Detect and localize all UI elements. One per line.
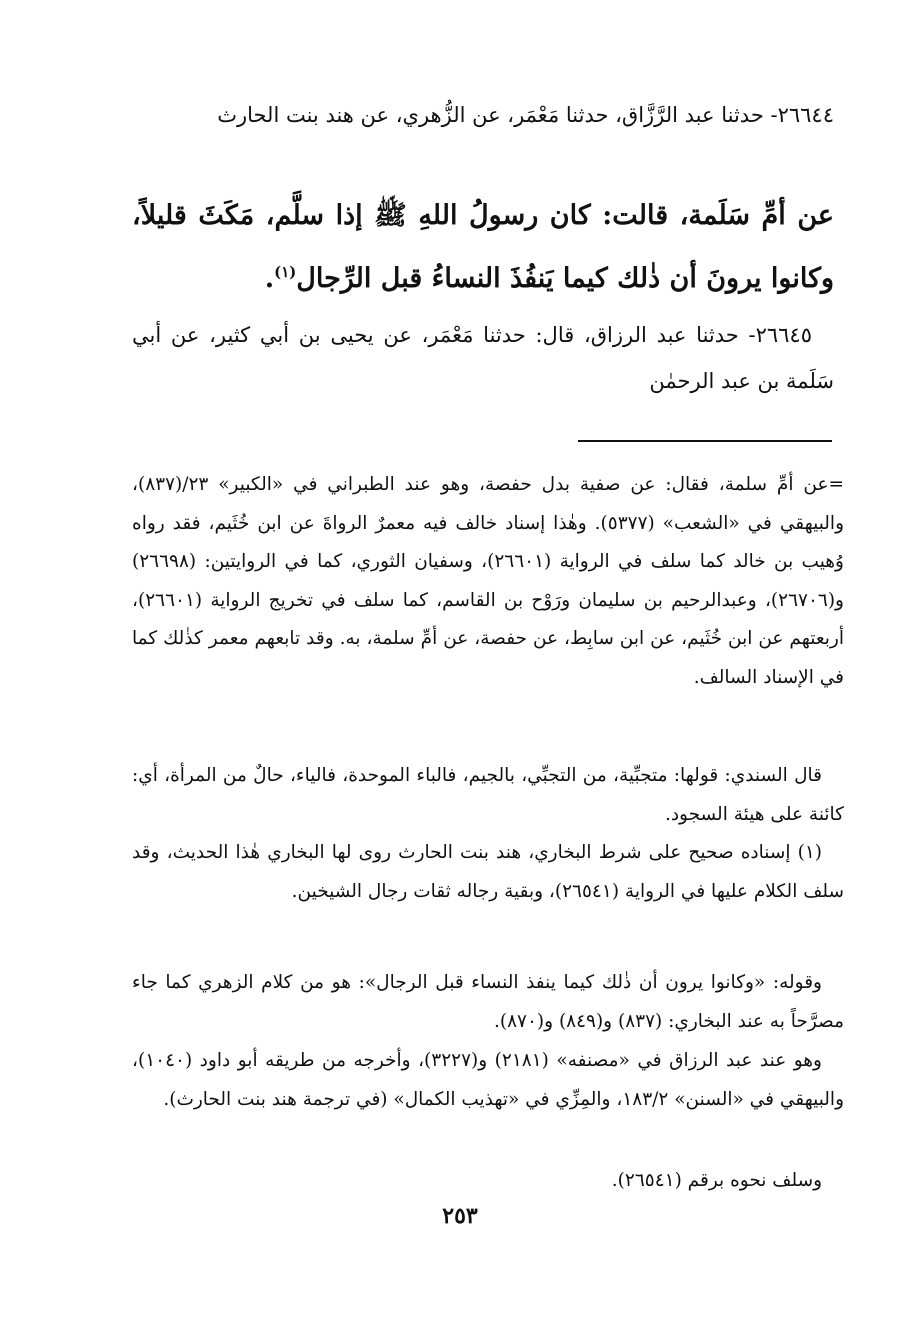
footnote-separator — [578, 440, 832, 442]
footnote-1-quote: وقوله: «وكانوا يرون أن ذٰلك كيما ينفذ النساء قبل الرجال»: هو من كلام الزهري كما جاء مصرَّحاً به عند البخاري: (٨٣٧) و(٨٤٩) و(٨٧٠). — [132, 972, 844, 1032]
hadith-26644-matn-text: عن أمِّ سَلَمة، قالت: كان رسولُ اللهِ ﷺ إذا سلَّم، مَكَثَ قليلاً، وكانوا يرونَ أن ذٰلك كيما يَنفُذَ النساءُ قبل الرِّجال — [132, 200, 834, 294]
hadith-26644-matn: عن أمِّ سَلَمة، قالت: كان رسولُ اللهِ ﷺ إذا سلَّم، مَكَثَ قليلاً، وكانوا يرونَ أن ذٰلك كيما يَنفُذَ النساءُ قبل الرِّجال$^{(١)}$. — [132, 200, 834, 294]
footnote-1: (١) إسناده صحيح على شرط البخاري، هند بنت الحارث روى لها البخاري هٰذا الحديث، وقد سلف الكلام عليها في الرواية (٢٦٥٤١)، وبقية رجاله ثقات رجال الشيخين. — [132, 842, 844, 902]
hadith-26645-isnad: ٢٦٦٤٥- حدثنا عبد الرزاق، قال: حدثنا مَعْمَر، عن يحيى بن أبي كثير، عن أبي سَلَمة بن عبد الرحمٰن — [132, 323, 834, 393]
footnote-1-sources: وهو عند عبد الرزاق في «مصنفه» (٢١٨١) و(٣٢٢٧)، وأخرجه من طريقه أبو داود (١٠٤٠)، والبيهقي في «السنن» ١٨٣/٢، والمِزِّي في «تهذيب الكمال» (في ترجمة هند بنت الحارث). — [132, 1050, 844, 1110]
footnote-marker-1: (١) — [274, 263, 297, 281]
footnote-1-crossref: وسلف نحوه برقم (٢٦٥٤١). — [611, 1170, 822, 1191]
footnote-sindi-note: قال السندي: قولها: متجبِّية، من التجبِّي، بالجيم، فالباء الموحدة، فالياء، حالٌ من المرأة، أي: كائنة على هيئة السجود. — [132, 765, 844, 825]
page-number: ٢٥٣ — [442, 1203, 478, 1229]
hadith-26644-isnad: ٢٦٦٤٤- حدثنا عبد الرَّزَّاق، حدثنا مَعْمَر، عن الزُّهري، عن هند بنت الحارث — [217, 103, 834, 127]
footnote-continuation: =عن أمِّ سلمة، فقال: عن صفية بدل حفصة، وهو عند الطبراني في «الكبير» ٢٣/(٨٣٧)، والبيهقي في «الشعب» (٥٣٧٧). وهٰذا إسناد خالف فيه معمرٌ الرواةَ عن ابن خُثَيم، فقد رواه وُهيب بن خالد كما سلف في الرواية (٢٦٦٠١)، وسفيان الثوري، كما في الروايتين: (٢٦٦٩٨) و(٢٦٧٠٦)، وعبدالرحيم بن سليمان ورَوْح بن القاسم، كما سلف في تخريج الرواية (٢٦٦٠١)، أربعتهم عن ابن خُثَيم، عن ابن سابِط، عن حفصة، عن أمِّ سلمة، به. وقد تابعهم معمر كذٰلك كما في الإسناد السالف. — [132, 474, 845, 688]
